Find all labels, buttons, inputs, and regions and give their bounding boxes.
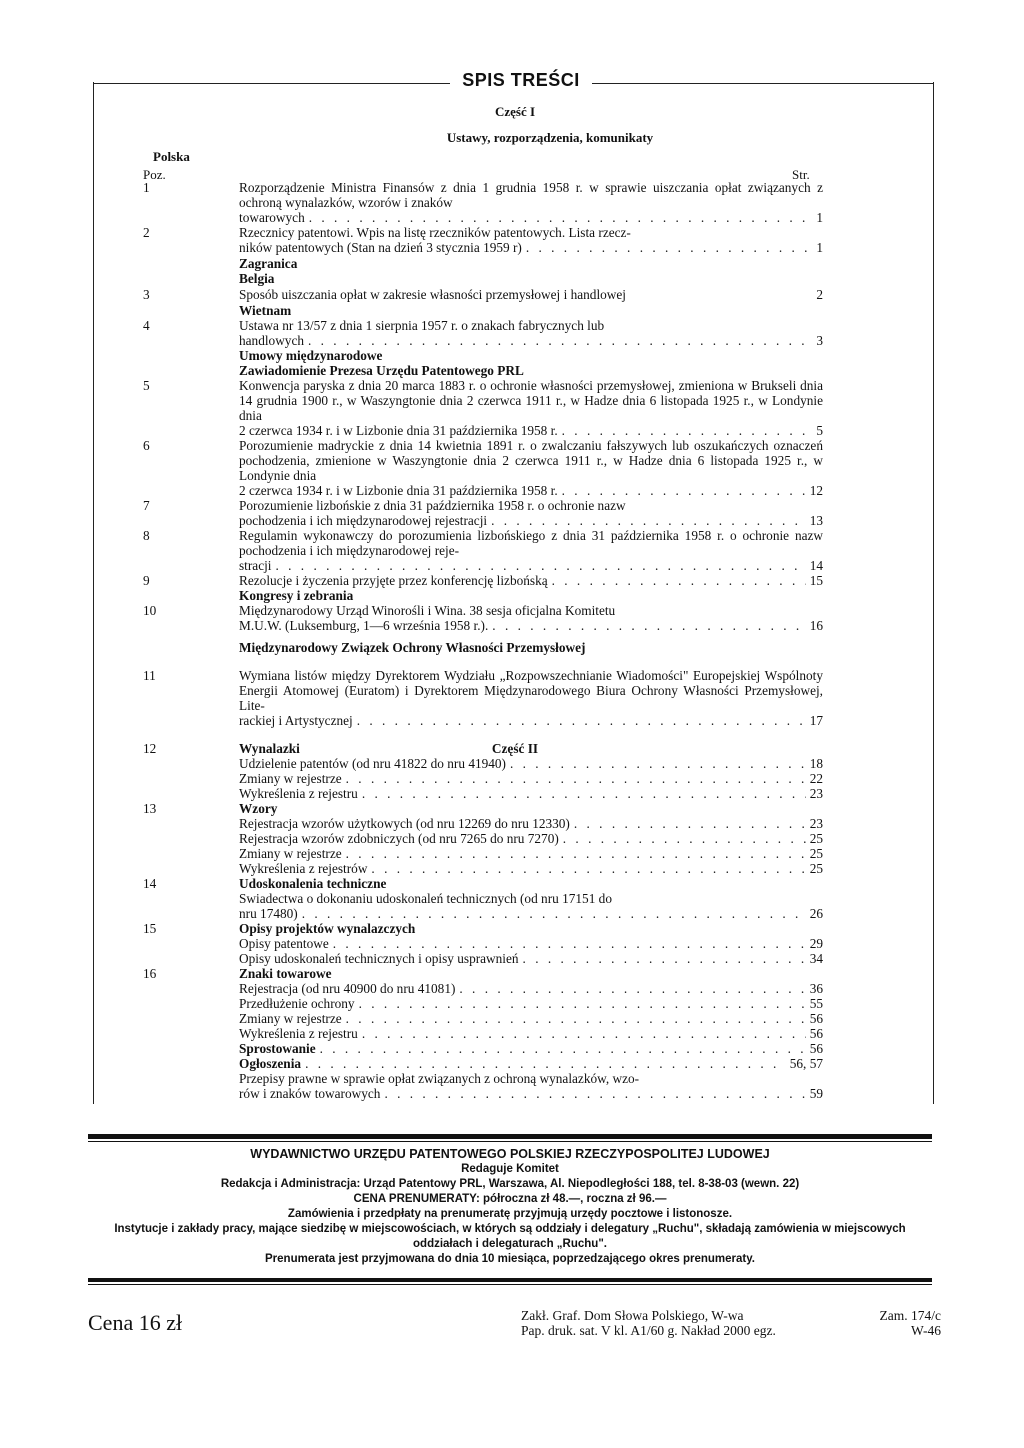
entry-page: 25 xyxy=(809,846,823,861)
entry-text-last: nru 17480) xyxy=(239,906,298,921)
entry-page: 13 xyxy=(809,513,823,528)
entry-number: 11 xyxy=(143,668,156,683)
order-number: Zam. 174/c xyxy=(879,1308,941,1323)
entry-page: 26 xyxy=(809,906,823,921)
group-heading-text: Udoskonalenia techniczne xyxy=(239,876,387,891)
rule xyxy=(88,1141,932,1142)
toc-entry xyxy=(143,603,823,633)
publisher-address: Redakcja i Administracja: Urząd Patentowy PRL, Warszawa, Al. Niepodległości 188, tel. 8-38-03 (wewn. 22) xyxy=(220,1178,800,1190)
entry-text: Wymiana listów między Dyrektorem Wydziału „Rozpowszechnianie Wiadomości" Europejskiej Wspólnoty Energii Atomowej (Euratom) i Dyrektorem Międzynarodowego Biura Ochrony Własności Przemysłowej, Lite- xyxy=(239,668,823,713)
entry-text-last: Opisy patentowe xyxy=(239,936,329,951)
toc-entry xyxy=(143,668,823,728)
entry-text: Ustawa nr 13/57 z dnia 1 sierpnia 1957 r. o znakach fabrycznych lub xyxy=(239,318,605,333)
entry-page: 25 xyxy=(809,831,823,846)
toc-entry xyxy=(239,996,823,1011)
group-heading-text: Znaki towarowe xyxy=(239,966,332,981)
toc-entry xyxy=(143,287,823,302)
toc-entry xyxy=(143,180,823,225)
toc-entry xyxy=(143,573,823,588)
entry-text-last: Sposób uiszczania opłat w zakresie własności przemysłowej i handlowej xyxy=(239,287,626,302)
entry-number: 6 xyxy=(143,438,150,453)
entry-page: 3 xyxy=(816,333,823,348)
entry-text-last: Wykreślenia z rejestru xyxy=(239,786,358,801)
toc-entry xyxy=(239,951,823,966)
entry-text-last: Udzielenie patentów (od nru 41822 do nru 41940) xyxy=(239,756,506,771)
entry-text: Porozumienie lizbońskie z dnia 31 października 1958 r. o ochronie nazw xyxy=(239,498,626,513)
toc-entry xyxy=(239,786,823,801)
entry-page: 1 xyxy=(816,240,823,255)
toc-entry xyxy=(239,1026,823,1041)
part2-label: Część II xyxy=(491,741,539,756)
entry-text-last: rów i znaków towarowych xyxy=(239,1086,381,1101)
section-heading-congresses: Kongresy i zebrania xyxy=(239,588,354,603)
part2-group-heading xyxy=(143,741,300,756)
toc-entry xyxy=(239,1011,823,1026)
entry-page: 55 xyxy=(809,996,823,1011)
entry-page: 59 xyxy=(809,1086,823,1101)
part2-group-heading xyxy=(143,966,332,981)
entry-page: 56, 57 xyxy=(789,1056,823,1071)
entry-number: 10 xyxy=(143,603,157,618)
entry-text: Regulamin wykonawczy do porozumienia lizbońskiego z dnia 31 października 1958 r. o ochronie nazw pochodzenia i ich międzynarodowej reje- xyxy=(239,528,823,558)
entry-page: 23 xyxy=(809,816,823,831)
entry-page: 22 xyxy=(809,771,823,786)
column-header-poz: Poz. xyxy=(143,167,166,182)
entry-text-last: Wykreślenia z rejestru xyxy=(239,1026,358,1041)
entry-number: 9 xyxy=(143,573,150,588)
printer-line-2: Pap. druk. sat. V kl. A1/60 g. Nakład 2000 egz. xyxy=(521,1323,776,1338)
printer-line-1: Zakł. Graf. Dom Słowa Polskiego, W-wa xyxy=(521,1308,744,1323)
entry-text: Rozporządzenie Ministra Finansów z dnia 1 grudnia 1958 r. w sprawie uiszczania opłat związanych z ochroną wynalazków, wzorów i znaków xyxy=(239,180,823,210)
entry-text-last: Rejestracja (od nru 40900 do nru 41081) xyxy=(239,981,456,996)
entry-text-last: M.U.W. (Luksemburg, 1—6 września 1958 r.). xyxy=(239,618,489,633)
entry-page: 23 xyxy=(809,786,823,801)
entry-text-last: Rejestracja wzorów zdobniczych (od nru 7265 do nru 7270) xyxy=(239,831,559,846)
entry-text-last: Zmiany w rejestrze xyxy=(239,771,342,786)
rule xyxy=(88,1278,932,1282)
part2-group-heading xyxy=(143,876,387,891)
entry-text-last: Rezolucje i życzenia przyjęte przez konferencję lizbońską xyxy=(239,573,548,588)
toc-entry xyxy=(239,861,823,876)
entry-number: 4 xyxy=(143,318,150,333)
group-heading-text: Opisy projektów wynalazczych xyxy=(239,921,416,936)
subscription-price: CENA PRENUMERATY: półroczna zł 48.—, roczna zł 96.— xyxy=(353,1193,667,1205)
subscription-deadline: Prenumerata jest przyjmowana do dnia 10 miesiąca, poprzedzającego okres prenumeraty. xyxy=(265,1253,755,1265)
toc-entry xyxy=(239,981,823,996)
institutions-note: Instytucje i zakłady pracy, mające siedzibę w miejscowościach, w których są oddziały i delegatury „Ruchu", składają zamówienia w miejscowych oddziałach i delegaturach „Ruchu". xyxy=(114,1223,906,1250)
entry-number: 7 xyxy=(143,498,150,513)
entry-number: 5 xyxy=(143,378,150,393)
entry-number: 15 xyxy=(143,921,157,936)
toc-entry xyxy=(239,1071,823,1101)
entry-text-last: ników patentowych (Stan na dzień 3 stycznia 1959 r) xyxy=(239,240,522,255)
toc-entry xyxy=(143,438,823,498)
order-code: W-46 xyxy=(911,1323,941,1338)
section-heading-vietnam: Wietnam xyxy=(239,303,292,318)
entry-text: Międzynarodowy Urząd Winorośli i Wina. 38 sesja oficjalna Komitetu xyxy=(239,603,616,618)
publisher-editor: Redaguje Komitet xyxy=(461,1163,559,1175)
page-title: SPIS TREŚCI xyxy=(462,70,580,90)
group-heading-text: Wynalazki xyxy=(239,741,300,756)
entry-page: 56 xyxy=(809,1011,823,1026)
entry-page: 56 xyxy=(809,1026,823,1041)
section-heading-announcement: Zawiadomienie Prezesa Urzędu Patentowego PRL xyxy=(239,363,524,378)
entry-text-last: stracji xyxy=(239,558,272,573)
entry-number: 1 xyxy=(143,180,150,195)
group-heading-text: Wzory xyxy=(239,801,278,816)
section-heading-belgium: Belgia xyxy=(239,271,275,286)
subscription-orders: Zamówienia i przedpłaty na prenumeratę przyjmują urzędy pocztowe i listonosze. xyxy=(287,1208,733,1220)
entry-text-last: Zmiany w rejestrze xyxy=(239,1011,342,1026)
entry-text: Konwencja paryska z dnia 20 marca 1883 r. o ochronie własności przemysłowej, zmieniona w Brukseli dnia 14 grudnia 1900 r., w Waszyngtonie dnia 2 czerwca 1911 r., w Hadze dnia 6 listopada 1925 r., w Londynie dnia xyxy=(239,378,823,423)
part1-label: Część I xyxy=(494,104,536,119)
entry-page: 5 xyxy=(816,423,823,438)
entry-page: 18 xyxy=(809,756,823,771)
entry-number: 16 xyxy=(143,966,157,981)
entry-text: Przepisy prawne w sprawie opłat związanych z ochroną wynalazków, wzo- xyxy=(239,1071,640,1086)
entry-page: 15 xyxy=(809,573,823,588)
entry-text-last: 2 czerwca 1934 r. i w Lizbonie dnia 31 października 1958 r. xyxy=(239,483,558,498)
entry-page: 36 xyxy=(809,981,823,996)
toc-entry xyxy=(143,498,823,528)
rule xyxy=(88,1134,932,1139)
rule xyxy=(88,1284,932,1285)
section-heading-poland: Polska xyxy=(153,149,190,164)
entry-text-last: Przedłużenie ochrony xyxy=(239,996,355,1011)
publisher-name: WYDAWNICTWO URZĘDU PATENTOWEGO POLSKIEJ RZECZYPOSPOLITEJ LUDOWEJ xyxy=(250,1147,770,1161)
toc-entry xyxy=(143,225,823,255)
toc-entry xyxy=(239,936,823,951)
column-header-str: Str. xyxy=(792,167,810,182)
entry-page: 14 xyxy=(809,558,823,573)
toc-entry xyxy=(143,378,823,438)
toc-entry xyxy=(143,318,823,348)
toc-entry xyxy=(239,891,823,921)
entry-text: Rzecznicy patentowi. Wpis na listę rzeczników patentowych. Lista rzecz- xyxy=(239,225,631,240)
entry-page: 16 xyxy=(809,618,823,633)
toc-entry xyxy=(239,1041,823,1056)
toc-entry xyxy=(143,528,823,573)
toc-entry xyxy=(239,846,823,861)
entry-text: Porozumienie madryckie z dnia 14 kwietnia 1891 r. o zwalczaniu fałszywych lub oszukańczych oznaczeń pochodzenia, zmienione w Waszyngtonie dnia 2 czerwca 1911 r., w Hadze dnia 6 listopada 1925 r., w Londynie dnia xyxy=(239,438,823,483)
entry-number: 14 xyxy=(143,876,157,891)
section-heading-union: Międzynarodowy Związek Ochrony Własności Przemysłowej xyxy=(239,640,586,655)
part2-group-heading xyxy=(143,801,278,816)
entry-page: 1 xyxy=(816,210,823,225)
entry-page: 34 xyxy=(809,951,823,966)
entry-text-last: Opisy udoskonaleń technicznych i opisy usprawnień xyxy=(239,951,519,966)
issue-price: Cena 16 zł xyxy=(88,1310,183,1335)
entry-text-last: rackiej i Artystycznej xyxy=(239,713,353,728)
toc-entry xyxy=(239,756,823,771)
entry-text-last: Wykreślenia z rejestrów xyxy=(239,861,368,876)
entry-text-last: 2 czerwca 1934 r. i w Lizbonie dnia 31 października 1958 r. xyxy=(239,423,558,438)
entry-text-last: towarowych xyxy=(239,210,305,225)
entry-text-last: Zmiany w rejestrze xyxy=(239,846,342,861)
entry-number: 3 xyxy=(143,287,150,302)
entry-text-last: handlowych xyxy=(239,333,304,348)
part1-subtitle: Ustawy, rozporządzenia, komunikaty xyxy=(446,130,654,145)
entry-number: 2 xyxy=(143,225,150,240)
title-rule-right xyxy=(592,83,933,84)
entry-number: 12 xyxy=(143,741,157,756)
publisher-block xyxy=(88,1147,932,1267)
entry-page: 29 xyxy=(809,936,823,951)
toc-entry xyxy=(239,1056,823,1071)
entry-page: 12 xyxy=(809,483,823,498)
entry-text: Swiadectwa o dokonaniu udoskonaleń technicznych (od nru 17151 do xyxy=(239,891,612,906)
section-heading-intl: Umowy międzynarodowe xyxy=(239,348,383,363)
toc-entry xyxy=(239,831,823,846)
printer-imprint xyxy=(521,1308,941,1338)
part2-group-heading xyxy=(143,921,416,936)
entry-number: 13 xyxy=(143,801,157,816)
toc-entry xyxy=(239,816,823,831)
entry-text-last: Ogłoszenia xyxy=(239,1056,302,1071)
entry-text-last: Rejestracja wzorów użytkowych (od nru 12269 do nru 12330) xyxy=(239,816,570,831)
entry-page: 17 xyxy=(809,713,823,728)
entry-page: 2 xyxy=(816,287,823,302)
entry-page: 56 xyxy=(809,1041,823,1056)
entry-number: 8 xyxy=(143,528,150,543)
toc-entry xyxy=(239,771,823,786)
entry-text-last: Sprostowanie xyxy=(239,1041,316,1056)
title-rule-left xyxy=(93,83,450,84)
entry-page: 25 xyxy=(809,861,823,876)
entry-text-last: pochodzenia i ich międzynarodowej rejestracji xyxy=(239,513,488,528)
section-heading-abroad: Zagranica xyxy=(239,256,298,271)
